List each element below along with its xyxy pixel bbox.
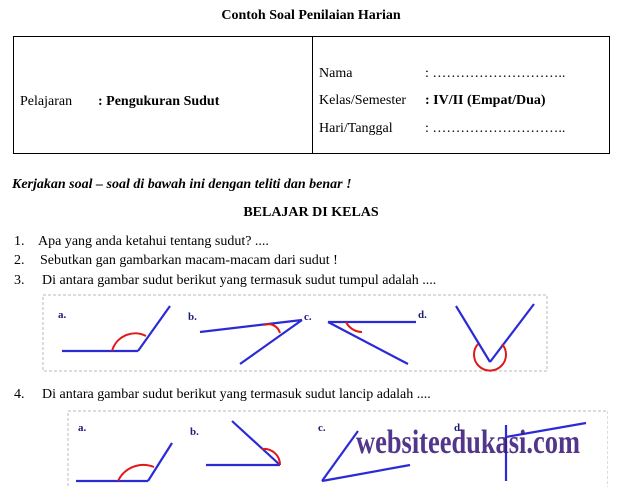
figure-label-b: b.	[190, 426, 199, 438]
question-2-text: Sebutkan gan gambarkan macam-macam dari sudut !	[40, 253, 338, 268]
date-value: : ………………………..	[425, 121, 566, 136]
name-label: Nama	[319, 66, 353, 81]
page-title: Contoh Soal Penilaian Harian	[221, 8, 401, 23]
figure-label-d: d.	[418, 309, 427, 321]
question-4-figures	[66, 409, 608, 487]
figure-label-d: d.	[454, 422, 463, 434]
class-label: Kelas/Semester	[319, 93, 407, 108]
figure-label-a: a.	[58, 309, 67, 321]
subject-label: Pelajaran	[20, 94, 73, 109]
section-title: BELAJAR DI KELAS	[243, 205, 379, 220]
figure-label-c: c.	[304, 311, 312, 323]
figure-label-c: c.	[318, 422, 326, 434]
question-3-number: 3.	[14, 273, 25, 288]
question-4-number: 4.	[14, 387, 25, 402]
question-3-figures	[40, 292, 550, 374]
table-divider	[312, 37, 313, 153]
question-1-text: Apa yang anda ketahui tentang sudut? ....	[38, 234, 269, 249]
question-1-number: 1.	[14, 234, 25, 249]
class-value: : IV/II (Empat/Dua)	[425, 93, 546, 108]
date-label: Hari/Tanggal	[319, 121, 393, 136]
question-2-number: 2.	[14, 253, 25, 268]
question-3-text: Di antara gambar sudut berikut yang termasuk sudut tumpul adalah ....	[42, 273, 437, 288]
instruction-text: Kerjakan soal – soal di bawah ini dengan teliti dan benar !	[12, 177, 352, 192]
figure-label-a: a.	[78, 422, 87, 434]
figure-label-b: b.	[188, 311, 197, 323]
name-value: : ………………………..	[425, 66, 566, 81]
question-4-text: Di antara gambar sudut berikut yang termasuk sudut lancip adalah ....	[42, 387, 431, 402]
subject-value: : Pengukuran Sudut	[98, 94, 220, 109]
watermark-text: websiteedukasi.com	[356, 424, 580, 461]
